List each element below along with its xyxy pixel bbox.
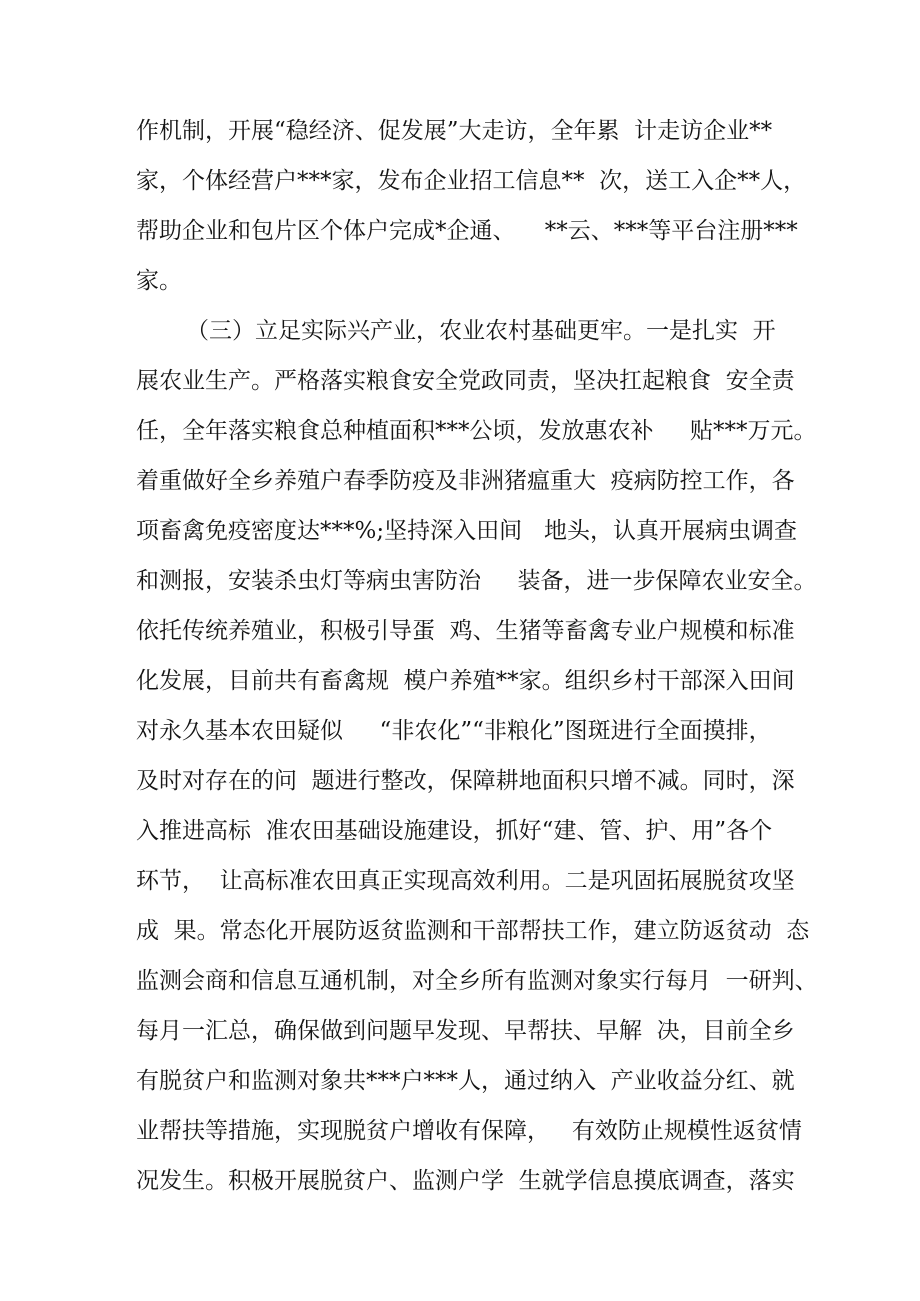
text-line: 家，个体经营户***家，发布企业招工信息** 次，送工入企**人，	[136, 168, 807, 194]
text-line: 和测报，安装杀虫灯等病虫害防治 装备，进一步保障农业安全。	[136, 568, 817, 594]
text-line: 展农业生产。严格落实粮食安全党政同责，坚决扛起粮食 安全责	[136, 368, 795, 394]
text-line: 任，全年落实粮食总种植面积***公顷，发放惠农补 贴***万元。	[136, 418, 817, 444]
text-line: 有脱贫户和监测对象共***户***人，通过纳入 产业收益分红、就	[136, 1068, 795, 1094]
text-line: 依托传统养殖业，积极引导蛋 鸡、生猪等畜禽专业户规模和标准	[136, 618, 795, 644]
text-line: 成 果。常态化开展防返贫监测和干部帮扶工作，建立防返贫动 态	[136, 918, 810, 944]
text-line: 环节， 让高标准农田真正实现高效利用。二是巩固拓展脱贫攻坚	[136, 868, 795, 894]
text-line: 项畜禽免疫密度达***%;坚持深入田间 地头，认真开展病虫调查	[136, 518, 798, 544]
text-line: 作机制，开展“稳经济、促发展”大走访，全年累 计走访企业**	[136, 118, 773, 144]
text-line: 家。	[136, 268, 182, 294]
text-line: 帮助企业和包片区个体户完成*企通、 **云、***等平台注册***	[136, 218, 798, 244]
text-line: 及时对存在的问 题进行整改，保障耕地面积只增不减。同时，深	[136, 768, 795, 794]
text-line: 况发生。积极开展脱贫户、监测户学 生就学信息摸底调查，落实	[136, 1168, 795, 1194]
text-line: 每月一汇总，确保做到问题早发现、早帮扶、早解 决，目前全乡	[136, 1018, 795, 1044]
text-line: 化发展，目前共有畜禽规 模户养殖**家。组织乡村干部深入田间	[136, 668, 795, 694]
text-line: 着重做好全乡养殖户春季防疫及非洲猪瘟重大 疫病防控工作，各	[136, 468, 795, 494]
section-heading-line: （三）立足实际兴产业，农业农村基础更牢。一是扎实 开	[186, 318, 776, 344]
text-line: 入推进高标 准农田基础设施建设，抓好“建、管、护、用”各个	[136, 818, 773, 844]
text-line: 业帮扶等措施，实现脱贫户增收有保障， 有效防止规模性返贫情	[136, 1118, 802, 1144]
text-line: 对永久基本农田疑似 “非农化”“非粮化”图斑进行全面摸排，	[136, 718, 772, 744]
text-line: 监测会商和信息互通机制，对全乡所有监测对象实行每月 一研判、	[136, 968, 818, 994]
